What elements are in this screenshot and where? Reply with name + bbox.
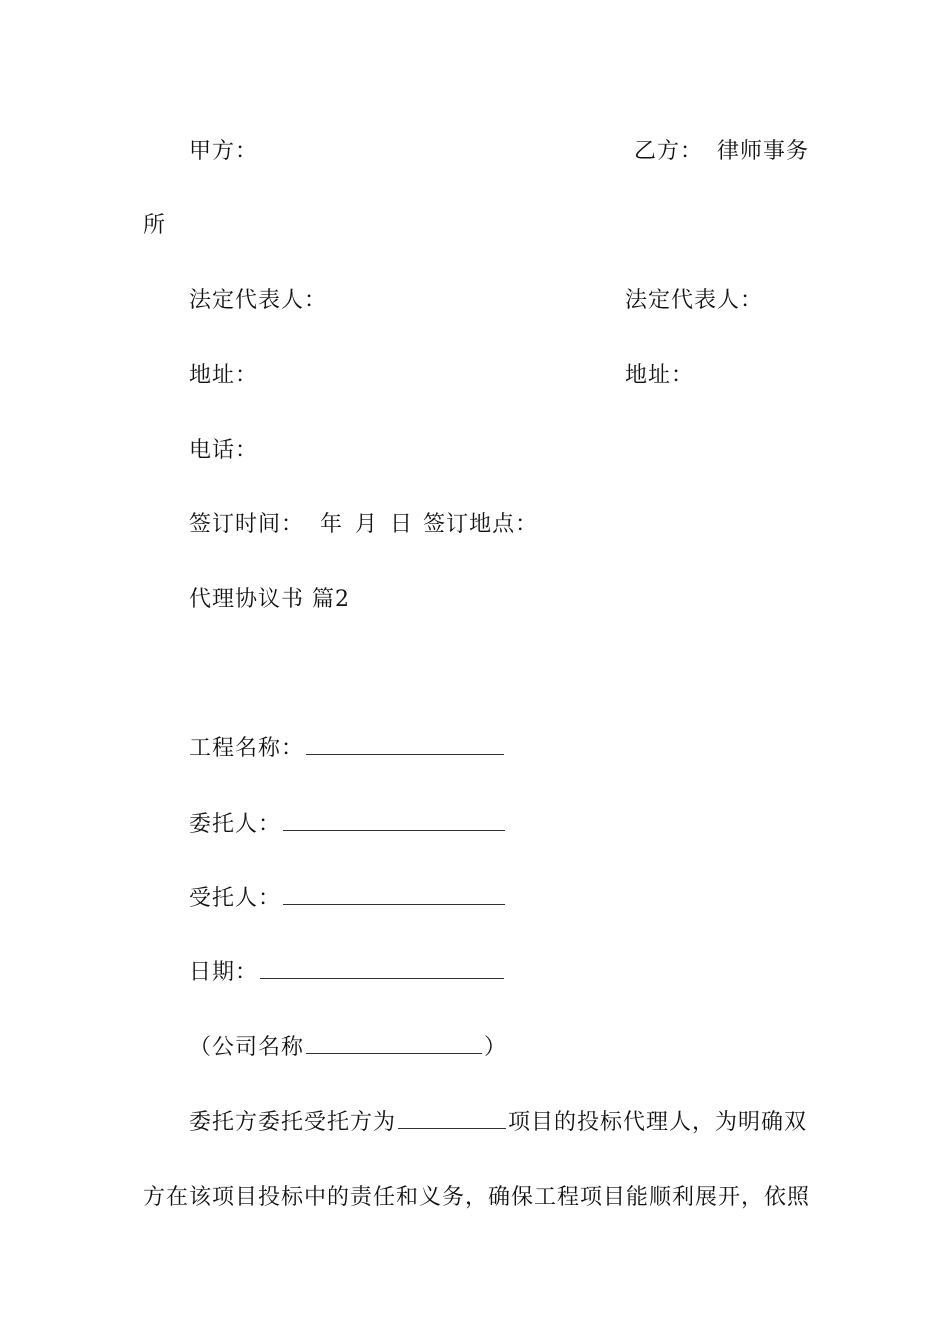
company-open: （公司名称	[189, 1035, 305, 1060]
company-blank	[306, 1033, 482, 1054]
legal-rep-b: 法定代表人：	[625, 288, 764, 313]
month-label: 月	[355, 512, 379, 537]
date-label: 日期：	[189, 960, 259, 985]
legal-rep-a: 法定代表人：	[189, 288, 328, 313]
agent-label: 受托人：	[189, 886, 282, 911]
date-blank	[260, 958, 504, 979]
party-b-line	[634, 137, 809, 167]
sign-place-label: 签订地点：	[423, 512, 539, 537]
agent-blank	[283, 884, 505, 905]
address-b: 地址：	[625, 363, 695, 388]
sign-time-line	[189, 510, 538, 540]
principal-label: 委托人：	[189, 812, 282, 837]
address-a: 地址：	[189, 363, 259, 388]
date-line	[189, 958, 506, 988]
project-name-blank	[306, 734, 504, 755]
principal-blank	[283, 810, 505, 831]
project-name-label: 工程名称：	[189, 736, 305, 761]
agent-line	[189, 884, 507, 914]
project-name-line	[189, 734, 506, 764]
paragraph-line-2: 方在该项目投标中的责任和义务，确保工程项目能顺利展开，依照	[143, 1185, 811, 1210]
phone-label: 电话：	[189, 438, 259, 463]
company-name-line	[189, 1033, 507, 1063]
party-b-label: 乙方：	[634, 139, 704, 164]
principal-line	[189, 810, 507, 840]
project-blank	[398, 1108, 506, 1129]
party-b-name: 律师事务	[717, 139, 810, 164]
party-b-name-continued: 所	[143, 213, 167, 238]
day-label: 日	[390, 512, 414, 537]
paragraph-part-1: 委托方委托受托方为	[189, 1110, 397, 1135]
party-a-label: 甲方：	[189, 139, 259, 164]
paragraph-part-2: 项目的投标代理人，为明确双	[508, 1110, 808, 1135]
paragraph-line-1	[189, 1108, 807, 1138]
year-label: 年	[320, 512, 344, 537]
sign-time-label: 签订时间：	[189, 512, 305, 537]
company-close: ）	[484, 1035, 508, 1060]
section-title: 代理协议书 篇2	[189, 587, 350, 612]
